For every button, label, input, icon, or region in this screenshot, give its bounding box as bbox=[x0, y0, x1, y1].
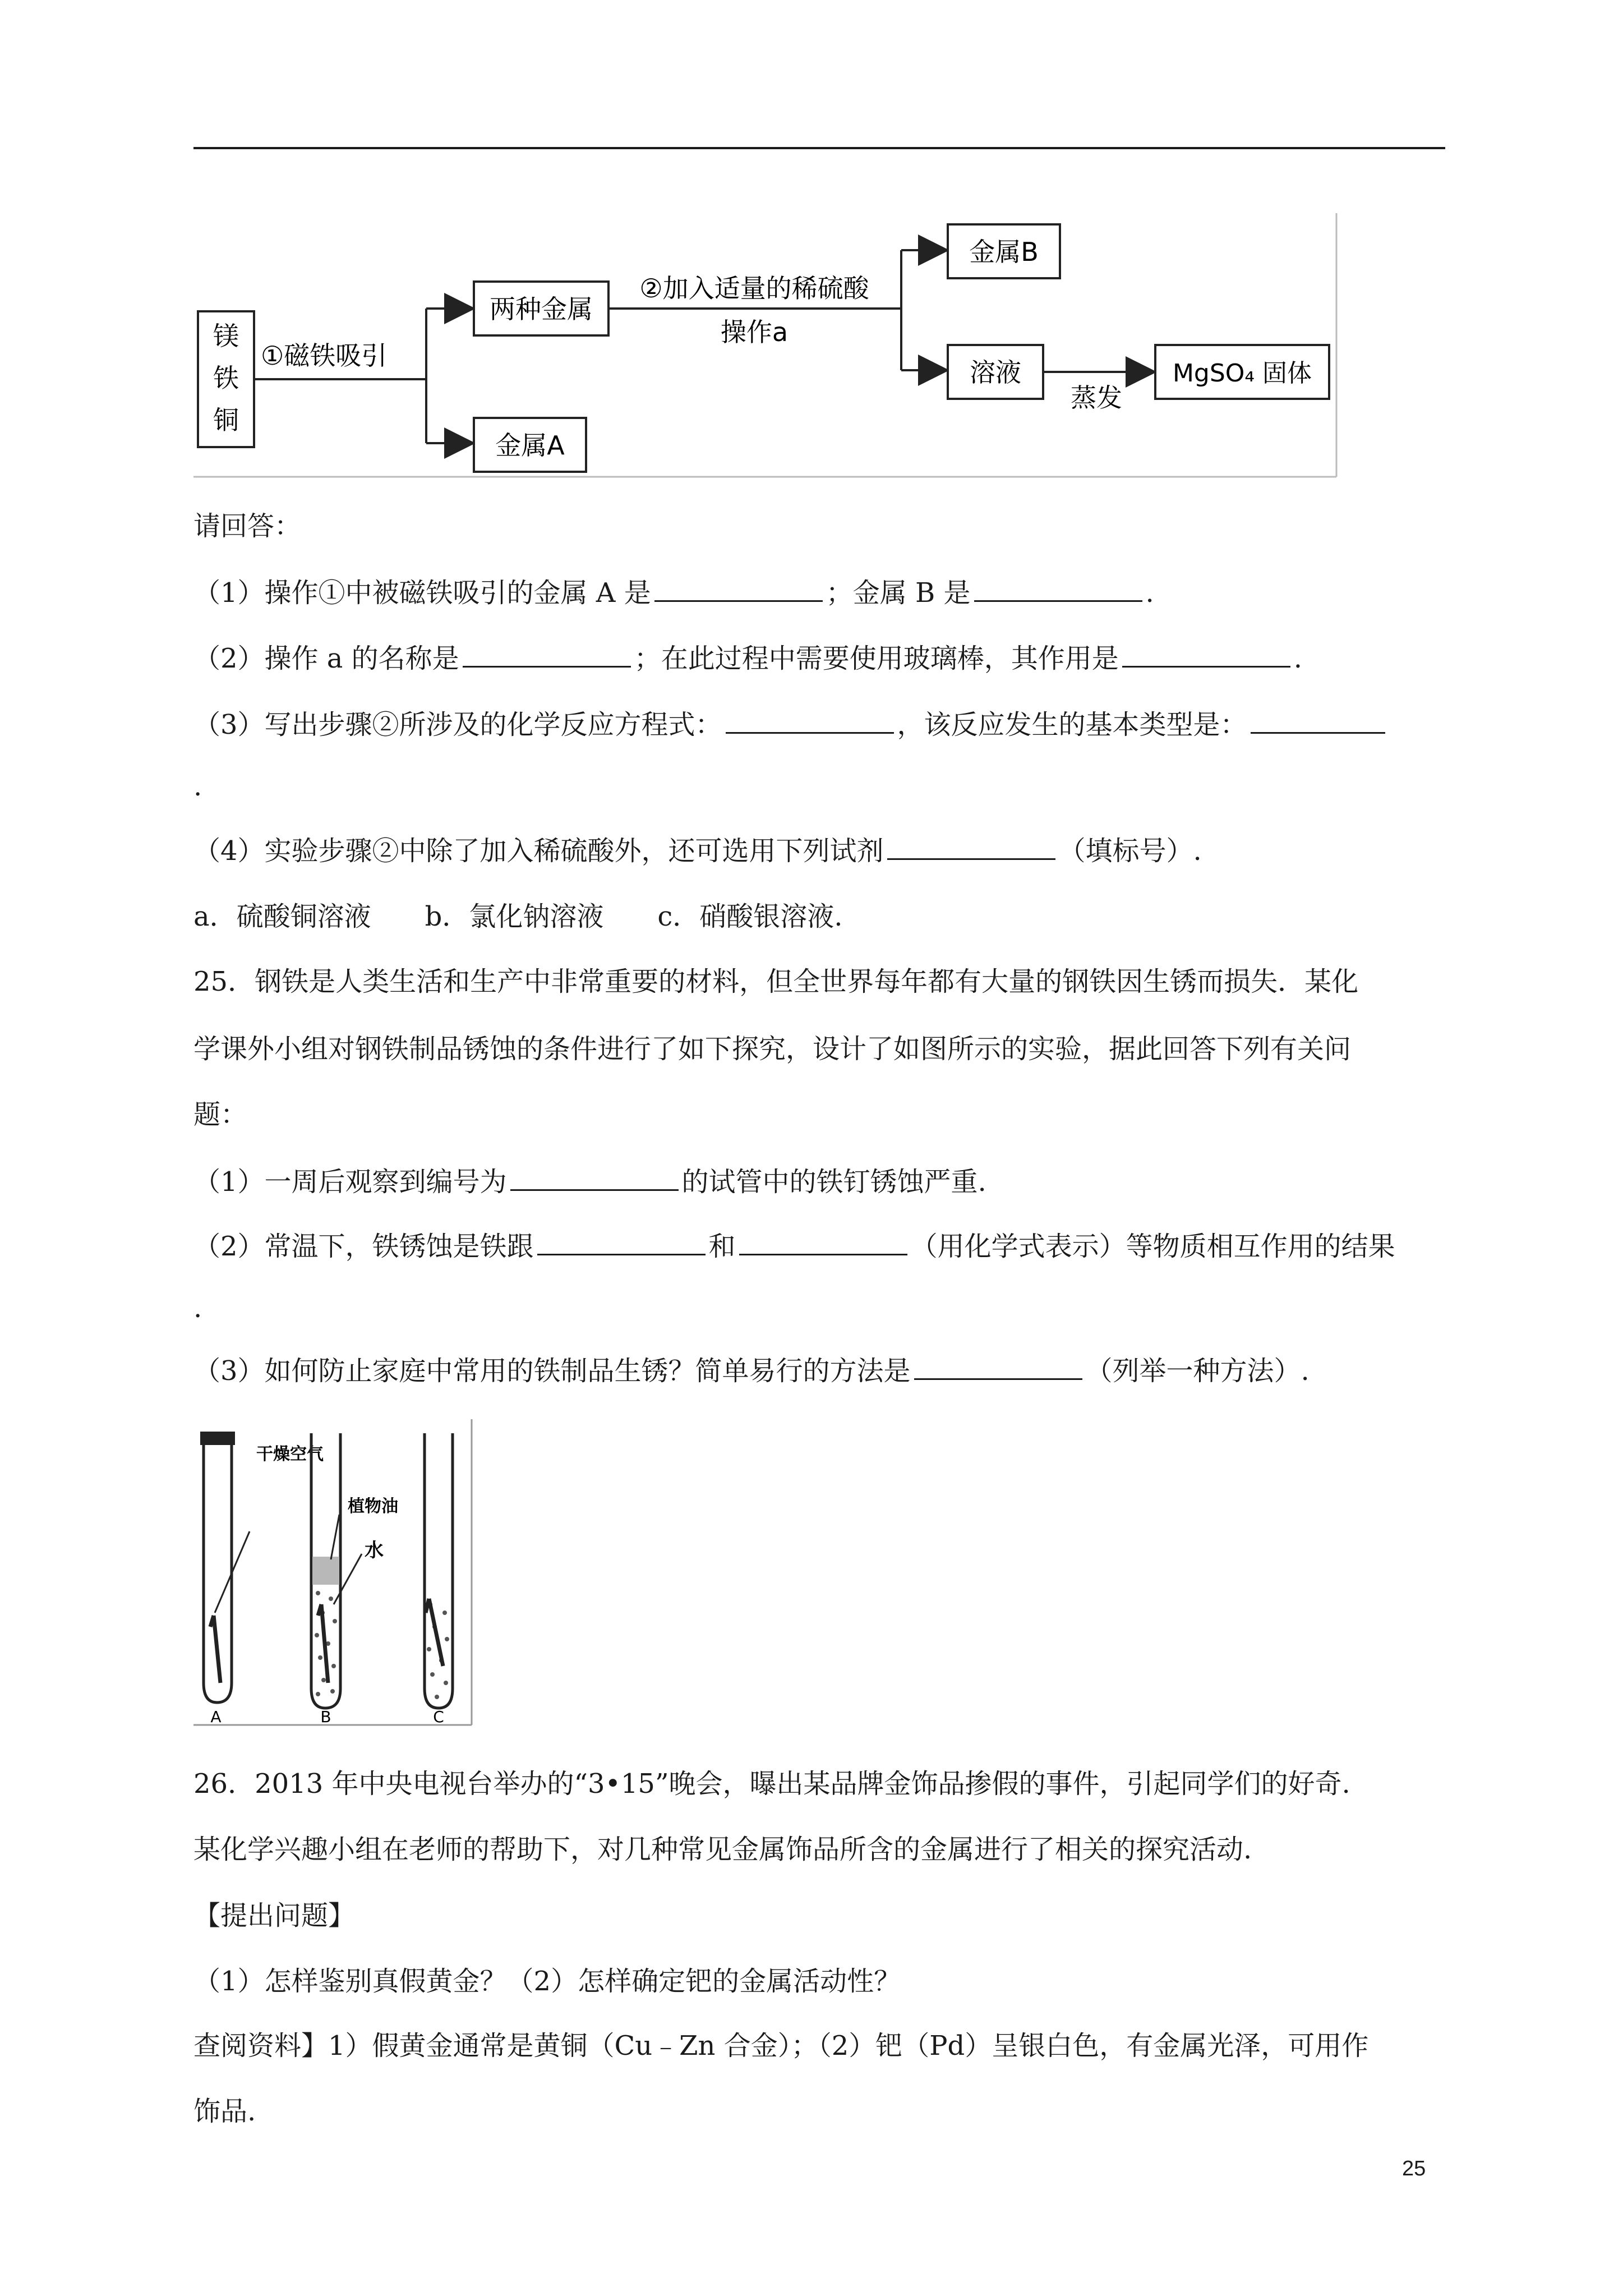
q25-line1: （1）一周后观察到编号为 的试管中的铁钉锈蚀严重. bbox=[193, 1164, 986, 1200]
q25-line2: （2）常温下，铁锈蚀是铁跟 和 （用化学式表示）等物质相互作用的结果 bbox=[193, 1228, 1395, 1264]
q25-line3: （3）如何防止家庭中常用的铁制品生锈？简单易行的方法是 （列举一种方法）. bbox=[193, 1353, 1310, 1389]
iron-nail-c bbox=[426, 1599, 443, 1666]
tube-label-a: A bbox=[210, 1708, 222, 1726]
iron-nail-a bbox=[210, 1616, 220, 1683]
q26-reference-2: 饰品. bbox=[193, 2096, 256, 2127]
answer-blank[interactable] bbox=[726, 707, 894, 734]
answer-blank[interactable] bbox=[654, 576, 823, 602]
start-label-2: 铁 bbox=[213, 363, 239, 393]
q24-options: a．硫酸铜溶液 b．氯化钠溶液 c．硝酸银溶液. bbox=[193, 901, 843, 932]
answer-blank[interactable] bbox=[1251, 707, 1385, 734]
test-tubes-figure bbox=[193, 1419, 474, 1733]
answer-blank[interactable] bbox=[914, 1354, 1082, 1380]
q26-para-2: 某化学兴趣小组在老师的帮助下，对几种常见金属饰品所含的金属进行了相关的探究活动. bbox=[193, 1834, 1252, 1865]
product-label: MgSO₄ 固体 bbox=[1172, 359, 1312, 388]
dry-air-label: 干燥空气 bbox=[256, 1444, 324, 1464]
answer-blank[interactable] bbox=[1122, 641, 1290, 668]
page-number: 25 bbox=[1402, 2157, 1426, 2180]
q24-line2: （2）操作 a 的名称是 ；在此过程中需要使用玻璃棒，其作用是 . bbox=[193, 641, 1302, 677]
step2-label: ②加入适量的稀硫酸 bbox=[639, 273, 869, 303]
metal-a-label: 金属A bbox=[495, 430, 565, 461]
q25-para-3: 题： bbox=[193, 1099, 248, 1130]
evaporate-label: 蒸发 bbox=[1071, 383, 1122, 413]
q24-line1: （1）操作①中被磁铁吸引的金属 A 是 ；金属 B 是 . bbox=[193, 575, 1154, 611]
answer-blank[interactable] bbox=[974, 576, 1142, 602]
q26-para-1: 26．2013 年中央电视台举办的“3•15”晚会，曝出某品牌金饰品掺假的事件，引起同学们的好奇. bbox=[193, 1768, 1350, 1800]
q24-intro: 请回答： bbox=[193, 510, 302, 542]
separation-flow-diagram bbox=[193, 213, 1338, 482]
start-label-1: 镁 bbox=[213, 321, 239, 351]
answer-blank[interactable] bbox=[510, 1165, 679, 1191]
q26-heading: 【提出问题】 bbox=[193, 1900, 356, 1931]
op-a-label: 操作a bbox=[720, 317, 789, 347]
q24-line3: （3）写出步骤②所涉及的化学反应方程式： ，该反应发生的基本类型是： bbox=[193, 707, 1389, 743]
start-label-3: 铜 bbox=[213, 405, 239, 435]
solution-label: 溶液 bbox=[970, 357, 1021, 388]
answer-blank[interactable] bbox=[537, 1229, 706, 1255]
q25-para-1: 25．钢铁是人类生活和生产中非常重要的材料，但全世界每年都有大量的钢铁因生锈而损失．某化 bbox=[193, 966, 1359, 997]
stopper bbox=[200, 1432, 235, 1445]
tube-label-c: C bbox=[433, 1708, 444, 1726]
metal-b-label: 金属B bbox=[969, 237, 1039, 267]
q25-para-2: 学课外小组对钢铁制品锈蚀的条件进行了如下探究，设计了如图所示的实验，据此回答下列有关问 bbox=[193, 1033, 1352, 1065]
answer-blank[interactable] bbox=[463, 641, 631, 668]
q24-line3-end: . bbox=[193, 771, 202, 802]
two-metals-label: 两种金属 bbox=[490, 294, 593, 324]
oil-layer bbox=[312, 1557, 339, 1585]
q25-line2-end: . bbox=[193, 1292, 202, 1324]
header-rule bbox=[193, 147, 1445, 149]
q24-line4: （4）实验步骤②中除了加入稀硫酸外，还可选用下列试剂 （填标号）. bbox=[193, 833, 1202, 869]
q26-reference-1: 查阅资料】1）假黄金通常是黄铜（Cu﹣Zn 合金）；（2）钯（Pd）呈银白色，有金属光泽，可用作 bbox=[193, 2030, 1369, 2062]
answer-blank[interactable] bbox=[739, 1229, 907, 1255]
step1-label: ①磁铁吸引 bbox=[261, 341, 388, 371]
tube-label-b: B bbox=[320, 1708, 331, 1726]
answer-blank[interactable] bbox=[887, 834, 1055, 860]
iron-nail-b bbox=[318, 1604, 328, 1683]
veg-oil-label: 植物油 bbox=[348, 1497, 398, 1516]
q26-questions: （1）怎样鉴别真假黄金？（2）怎样确定钯的金属活动性？ bbox=[193, 1966, 901, 1997]
water-label: 水 bbox=[365, 1539, 384, 1562]
tube-c bbox=[425, 1433, 453, 1708]
